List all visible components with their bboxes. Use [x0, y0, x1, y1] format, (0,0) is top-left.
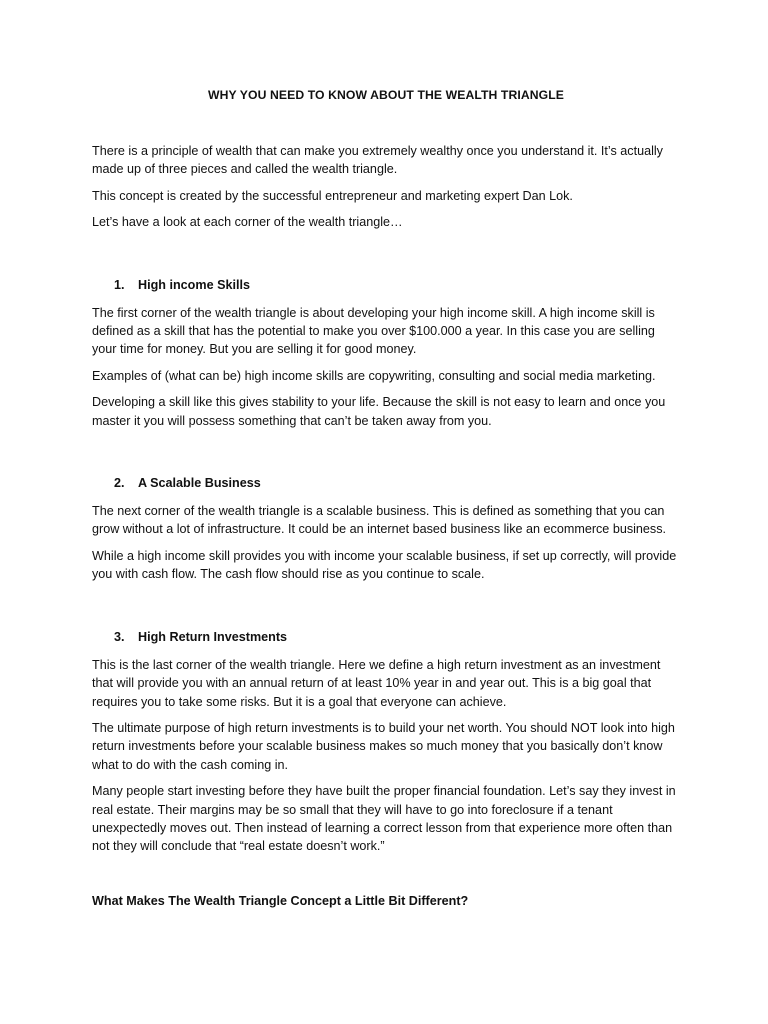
section-heading-high-return-investments — [92, 628, 680, 646]
document-body — [92, 86, 680, 910]
intro-paragraph: This concept is created by the successful entrepreneur and marketing expert Dan Lok. — [92, 188, 573, 203]
intro-paragraph: There is a principle of wealth that can make you extremely wealthy once you understand it. It’s actually made up of three pieces and called the wealth triangle. — [92, 144, 663, 177]
spacer — [92, 438, 680, 460]
spacer — [92, 592, 680, 614]
section-paragraph: While a high income skill provides you with income your scalable business, if set up correctly, will provide you with cash flow. The cash flow should rise as you continue to scale. — [92, 548, 677, 582]
section-number: 2. — [114, 476, 125, 491]
section-paragraph: Examples of (what can be) high income skills are copywriting, consulting and social media marketing. — [92, 368, 656, 383]
section-paragraph: The ultimate purpose of high return investments is to build your net worth. You should NOT look into high return investments before your scalable business makes so much money that you basically don’t know what to do with the cash coming in. — [92, 720, 675, 772]
section-title: High income Skills — [138, 277, 250, 292]
section-title: High Return Investments — [138, 629, 288, 644]
section-paragraph: Many people start investing before they have built the proper financial foundation. Let’s say they invest in real estate. Their margins may be so small that they will have to go into foreclosure if a tenant unexpectedly moves out. Then instead of learning a correct lesson from that experience more often than not they will conclude that “real estate doesn’t work.” — [92, 784, 676, 854]
document-title: WHY YOU NEED TO KNOW ABOUT THE WEALTH TRIANGLE — [208, 88, 564, 102]
section-number: 1. — [114, 277, 125, 292]
section-paragraph: The first corner of the wealth triangle is about developing your high income skill. A high income skill is defined as a skill that has the potential to make you over $100.000 a year. In this case you are selling your time for money. But you are selling it for good money. — [92, 305, 655, 357]
section-heading-high-income-skills — [92, 276, 680, 294]
section-number: 3. — [114, 629, 125, 644]
intro-paragraph: Let’s have a look at each corner of the wealth triangle… — [92, 215, 403, 230]
spacer — [92, 240, 680, 262]
final-heading: What Makes The Wealth Triangle Concept a Little Bit Different? — [92, 893, 469, 908]
section-paragraph: This is the last corner of the wealth triangle. Here we define a high return investment as an investment that will provide you with an annual return of at least 10% year in and year out. This is a big goal that requires you to take some risks. But it is a goal that everyone can achieve. — [92, 657, 661, 709]
section-paragraph: The next corner of the wealth triangle is a scalable business. This is defined as something that you can grow without a lot of infrastructure. It could be an internet based business like an ecommerce business. — [92, 504, 667, 537]
section-title: A Scalable Business — [138, 476, 261, 491]
section-paragraph: Developing a skill like this gives stability to your life. Because the skill is not easy to learn and once you master it you will possess something that can’t be taken away from you. — [92, 395, 666, 428]
section-heading-scalable-business — [92, 474, 680, 492]
